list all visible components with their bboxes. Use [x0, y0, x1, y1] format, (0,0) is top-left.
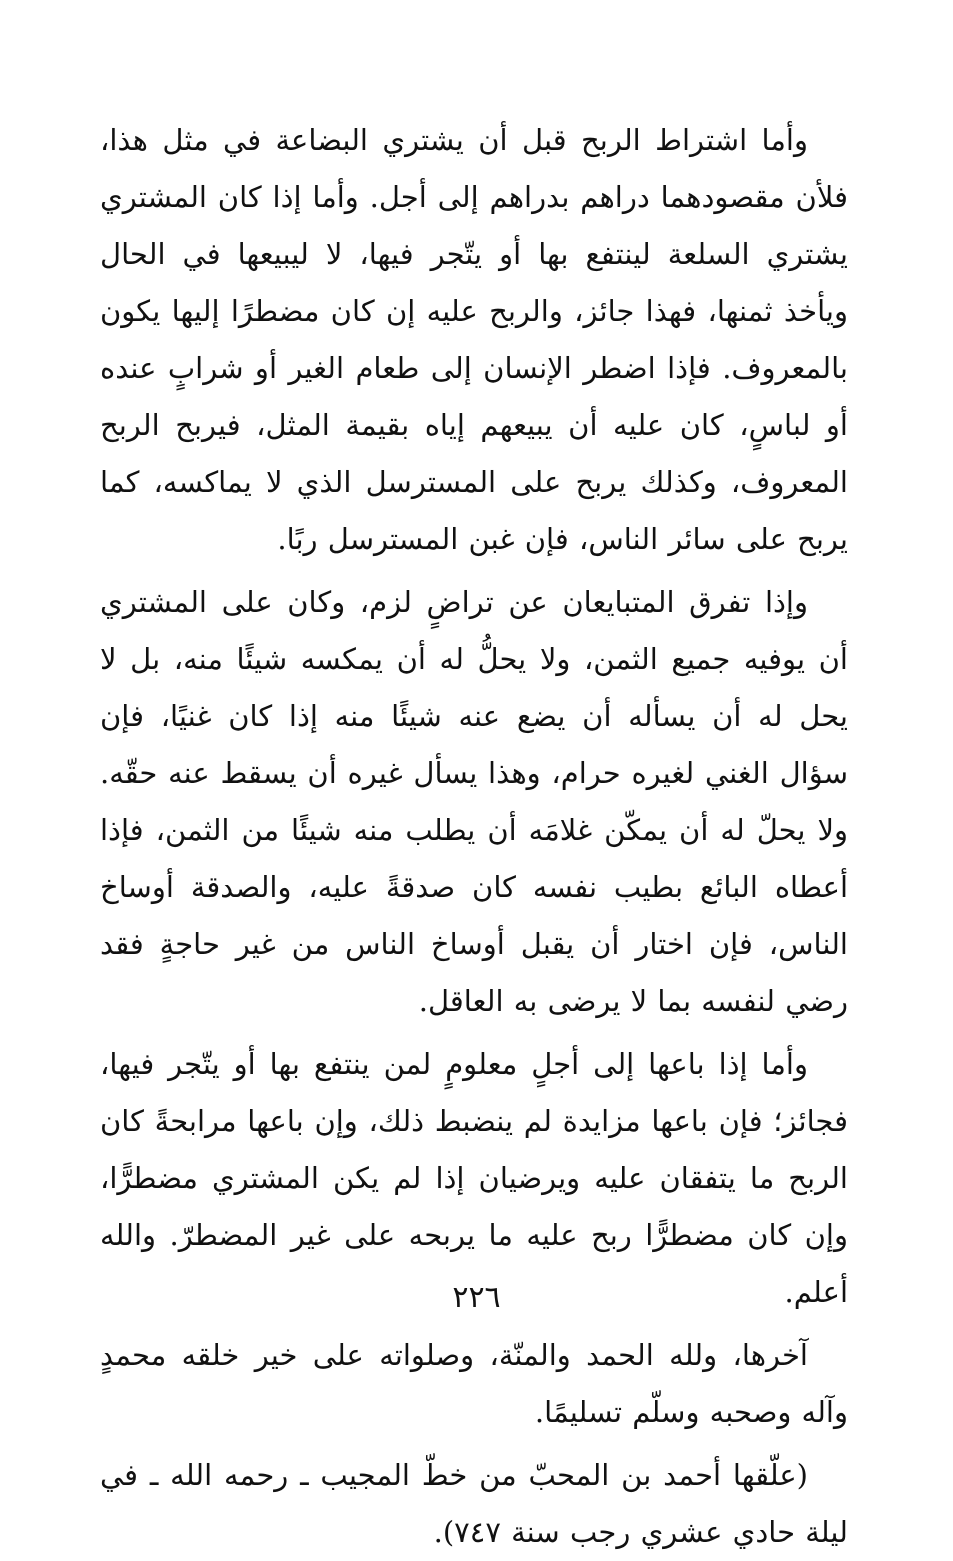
page-body: [100, 112, 848, 1561]
paragraph-full-payment: وإذا تفرق المتبايعان عن تراضٍ لزم، وكان على المشتري أن يوفيه جميع الثمن، ولا يحلُّ له أن يمكسه شيئًا منه، بل لا يحل له أن يسأله أن يضع عنه شيئًا منه إذا كان غنيًا، فإن سؤال الغني لغيره حرام، وهذا يسأل غيره أن يسقط عنه حقّه. ولا يحلّ له أن يمكّن غلامَه أن يطلب منه شيئًا من الثمن، فإذا أعطاه البائع بطيب نفسه كان صدقةً عليه، والصدقة أوساخ الناس، فإن اختار أن يقبل أوساخ الناس من غير حاجةٍ فقد رضي لنفسه بما لا يرضى به العاقل.: [100, 585, 848, 1018]
page-number: ٢٢٦: [452, 1280, 501, 1315]
paragraph-deferred-sale: وأما إذا باعها إلى أجلٍ معلومٍ لمن ينتفع بها أو يتّجر فيها، فجائز؛ فإن باعها مزايدة لم ينضبط ذلك، وإن باعها مرابحةً كان الربح ما يتفقان عليه ويرضيان إذا لم يكن المشتري مضطرًّا، وإن كان مضطرًّا ربح عليه ما يربحه على غير المضطرّ. والله أعلم.: [100, 1047, 848, 1309]
paragraph-colophon: (علّقها أحمد بن المحبّ من خطّ المجيب ـ رحمه الله ـ في ليلة حادي عشري رجب سنة ٧٤٧).: [100, 1458, 848, 1549]
paragraph-closing-praise: آخرها، ولله الحمد والمنّة، وصلواته على خير خلقه محمدٍ وآله وصحبه وسلّم تسليمًا.: [100, 1338, 848, 1429]
paragraph-profit-conditions: وأما اشتراط الربح قبل أن يشتري البضاعة في مثل هذا، فلأن مقصودهما دراهم بدراهم إلى أجل. وأما إذا كان المشتري يشتري السلعة لينتفع بها أو يتّجر فيها، لا ليبيعها في الحال ويأخذ ثمنها، فهذا جائز، والربح عليه إن كان مضطرًا إليها يكون بالمعروف. فإذا اضطر الإنسان إلى طعام الغير أو شرابٍ عنده أو لباسٍ، كان عليه أن يبيعهم إياه بقيمة المثل، فيربح الربح المعروف، وكذلك يربح على المسترسل الذي لا يماكسه، كما يربح على سائر الناس، فإن غبن المسترسل ربًا.: [100, 123, 848, 556]
